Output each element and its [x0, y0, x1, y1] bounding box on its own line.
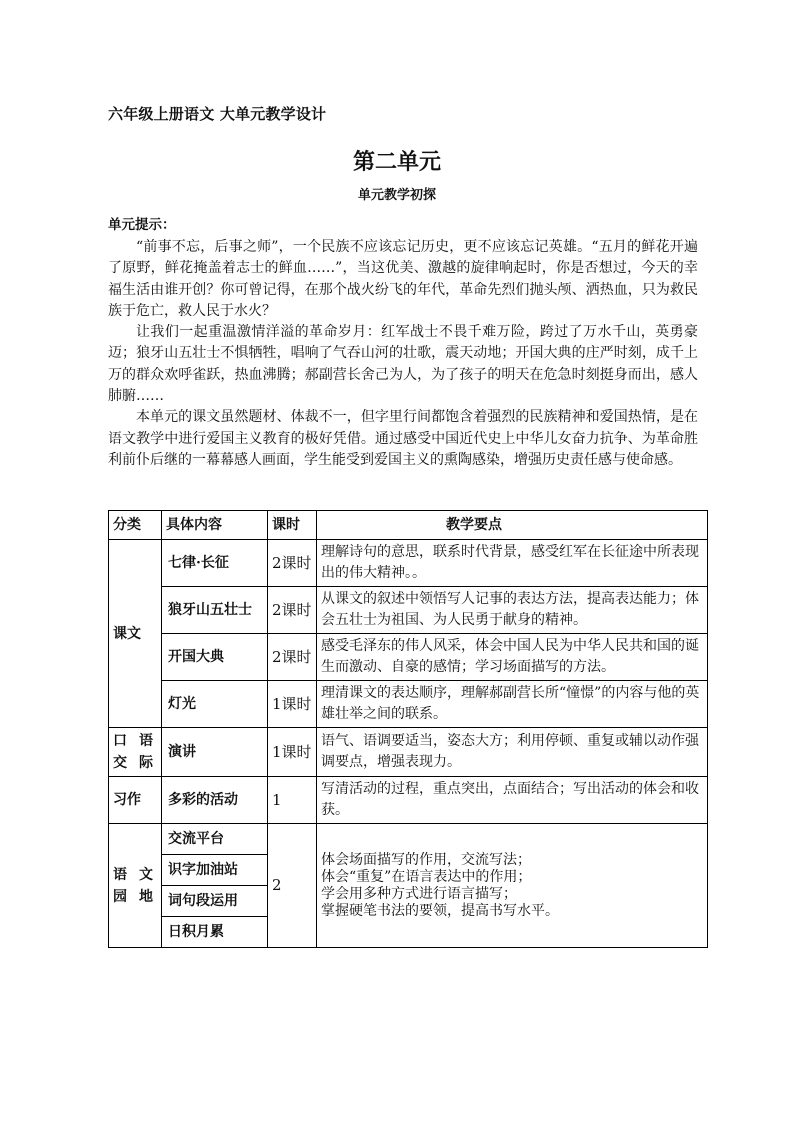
table-header-row	[109, 511, 708, 540]
lesson-points: 理清课文的表达顺序，理解郝副营长所“憧憬”的内容与他的英雄壮举之间的联系。	[317, 681, 708, 728]
unit-plan-table	[108, 510, 708, 948]
table-row	[109, 824, 708, 855]
lesson-hours: 1课时	[268, 681, 317, 728]
lesson-points: 理解诗句的意思，联系时代背景，感受红军在长征途中所表现出的伟大精神。。	[317, 540, 708, 587]
category-koyu	[109, 728, 162, 777]
lesson-hours: 2课时	[268, 587, 317, 634]
unit-tips-label: 单元提示：	[108, 217, 176, 233]
intro-paragraph: “前事不忘，后事之师”，一个民族不应该忘记历史，更不应该忘记英雄。“五月的鲜花开遍了原野，鲜花掩盖着志士的鲜血……”，当这优美、激越的旋律响起时，你是否想过，今天的幸福生活由谁开创？你可曾记得，在那个战火纷飞的年代，革命先烈们抛头颅、洒热血，只为救民族于危亡，救人民于水火？	[108, 239, 698, 319]
lesson-points: 语气、语调要适当，姿态大方；利用停顿、重复或辅以动作强调要点，增强表现力。	[317, 728, 708, 777]
category-kewen: 课文	[109, 540, 162, 728]
table-row	[109, 728, 708, 777]
garden-point: 学会用多种方式进行语言描写；	[321, 885, 517, 902]
garden-point: 体会场面描写的作用，交流写法；	[321, 851, 531, 868]
category-line: 交际	[113, 755, 153, 771]
lesson-title: 多彩的活动	[162, 777, 268, 824]
garden-item: 词句段运用	[162, 886, 268, 917]
unit-subtitle: 单元教学初探	[357, 188, 436, 203]
lesson-hours: 2课时	[268, 540, 317, 587]
garden-item: 日积月累	[162, 917, 268, 948]
garden-point: 掌握硬笔书法的要领，提高书写水平。	[321, 902, 559, 919]
category-line: 语文	[113, 866, 153, 883]
category-line: 园地	[113, 888, 153, 905]
lesson-hours: 1	[268, 777, 317, 824]
lesson-title: 狼牙山五壮士	[162, 587, 268, 634]
lesson-title: 开国大典	[162, 634, 268, 681]
category-xizuo: 习作	[109, 777, 162, 824]
lesson-hours: 2	[268, 824, 317, 948]
table-row	[109, 681, 708, 728]
lesson-points: 感受毛泽东的伟人风采，体会中国人民为中华人民共和国的诞生而激动、自豪的感情；学习场面描写的方法。	[317, 634, 708, 681]
table-row	[109, 540, 708, 587]
garden-point: 体会“重复”在语言表达中的作用；	[321, 868, 532, 885]
category-line: 口语	[113, 733, 153, 749]
lesson-points: 从课文的叙述中领悟写人记事的表达方法，提高表达能力；体会五壮士为祖国、为人民勇于献身的精神。	[317, 587, 708, 634]
document-heading: 六年级上册语文 大单元教学设计	[108, 105, 327, 123]
category-yuandi	[109, 824, 162, 948]
intro-paragraph: 本单元的课文虽然题材、体裁不一，但字里行间都饱含着强烈的民族精神和爱国热情，是在语文教学中进行爱国主义教育的极好凭借。通过感受中国近代史上中华儿女奋力抗争、为革命胜利前仆后继的一幕幕感人画面，学生能受到爱国主义的熏陶感染，增强历史责任感与使命感。	[108, 409, 698, 468]
header-content: 具体内容	[162, 511, 268, 540]
lesson-title: 灯光	[162, 681, 268, 728]
table-row	[109, 587, 708, 634]
lesson-points: 写清活动的过程，重点突出，点面结合；写出活动的体会和收获。	[317, 777, 708, 824]
intro-paragraph: 让我们一起重温激情洋溢的革命岁月：红军战士不畏千难万险，跨过了万水千山，英勇豪迈；狼牙山五壮士不惧牺牲，唱响了气吞山河的壮歌，震天动地；开国大典的庄严时刻，成千上万的群众欢呼雀跃，热血沸腾；郝副营长舍己为人，为了孩子的明天在危急时刻挺身而出，感人肺腑……	[108, 324, 698, 405]
garden-item: 识字加油站	[162, 855, 268, 886]
table-row	[109, 634, 708, 681]
unit-title: 第二单元	[352, 149, 441, 175]
garden-points	[317, 824, 708, 948]
garden-item: 交流平台	[162, 824, 268, 855]
header-hours: 课时	[268, 511, 317, 540]
lesson-hours: 2课时	[268, 634, 317, 681]
lesson-hours: 1课时	[268, 728, 317, 777]
table-row	[109, 777, 708, 824]
lesson-title: 七律·长征	[162, 540, 268, 587]
unit-intro	[108, 237, 698, 471]
header-points: 教学要点	[317, 511, 708, 540]
lesson-title: 演讲	[162, 728, 268, 777]
header-category: 分类	[109, 511, 162, 540]
